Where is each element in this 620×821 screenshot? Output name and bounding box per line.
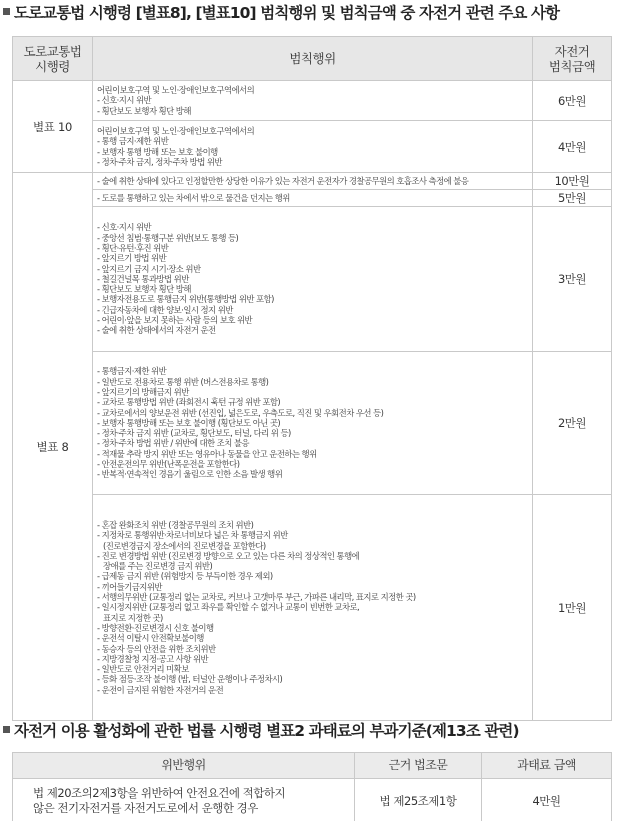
violation-item: - 중앙선 침범·통행구분 위반(보도 통행 등) <box>97 232 239 243</box>
violation-item: - 서행의무위반 (교통정리 없는 교차로, 커브나 고갯마루 부근, 가파른 내리막, 표지로 지정한 곳) <box>97 592 416 603</box>
violation-item: - 반복적·연속적인 경음기 울림으로 인한 소음 발생 행위 <box>97 469 283 480</box>
violation-item: - 횡단보도 보행자 횡단 방해 <box>97 284 191 295</box>
violation-item: - 끼어들기금지위반 <box>97 581 162 592</box>
violation-item: - 횡단보도 보행자 횡단 방해 <box>97 105 191 116</box>
violation-item: - 보행자 통행방해 또는 보호 불이행 (횡단보도 아닌 곳) <box>97 417 281 428</box>
table-row <box>13 121 612 173</box>
violation-item: - 방향전환·진로변경시 신호 불이행 <box>97 622 214 633</box>
header-decree: 도로교통법 시행령 <box>13 37 93 81</box>
header-violation: 범칙행위 <box>93 37 533 81</box>
fine-amount: 3만원 <box>533 207 612 352</box>
violation-item: - 신호·지시 위반 <box>97 95 152 106</box>
violation-item: 어린이보호구역 및 노인·장애인보호구역에서의 <box>97 85 255 96</box>
table-row <box>13 352 612 495</box>
header-bicycle-fine: 자전거 범칙금액 <box>533 37 612 81</box>
penalty-table <box>12 36 612 721</box>
violation-item: - 술에 취한 상태에서의 자전거 운전 <box>97 325 216 336</box>
table-row <box>13 779 612 821</box>
violation-item: - 일시정지위반 (교통정리 없고 좌우를 확인할 수 없거나 교통이 빈번한 교차로, <box>97 602 360 613</box>
penalty-table-header <box>13 37 612 81</box>
violation-list <box>93 352 533 495</box>
violation-item: - 정차·주차 금지, 정차·주차 방법 위반 <box>97 156 222 167</box>
violation-item: - 철길건널목 통과방법 위반 <box>97 273 189 284</box>
square-bullet-icon <box>3 8 10 15</box>
violation-list <box>93 190 533 207</box>
violation-item: - 교차로 통행방법 위반 (좌회전시 훅턴 규정 위반 포함) <box>97 397 281 408</box>
fine-amount: 6만원 <box>533 81 612 121</box>
violation-item: 장애를 주는 진로변경 금지 위반) <box>103 561 213 572</box>
fine-table-header <box>13 753 612 779</box>
fine-amount: 2만원 <box>533 352 612 495</box>
violation-item: 어린이보호구역 및 노인·장애인보호구역에서의 <box>97 125 255 136</box>
violation-item: - 일반도로 안전거리 미확보 <box>97 664 189 675</box>
violation-item: - 앞지르기 금지 시기·장소 위반 <box>97 263 201 274</box>
table-row <box>13 207 612 352</box>
violation-item: - 도로를 통행하고 있는 차에서 밖으로 물건을 던지는 행위 <box>97 192 290 203</box>
section-title-fines: 자전거 이용 활성화에 관한 법률 시행령 별표2 과태료의 부과기준(제13조 관련) <box>3 721 519 741</box>
fine-amount: 4만원 <box>533 121 612 173</box>
fine-amount: 1만원 <box>533 495 612 721</box>
violation-item: - 급제동 금지 위반 (위험방지 등 부득이한 경우 제외) <box>97 571 273 582</box>
violation-item: - 지방경찰청 지정·공고 사항 위반 <box>97 653 209 664</box>
violation-item: - 보행자 통행 방해 또는 보호 불이행 <box>97 146 218 157</box>
header-legal-basis: 근거 법조문 <box>355 753 482 779</box>
violation-item: - 등화 점등·조작 불이행 (밤, 터널안 운행이나 주정차시) <box>97 674 283 685</box>
fine-amount: 10만원 <box>533 173 612 190</box>
violation-item: - 적재물 추락 방지 위반 또는 영유아나 동물을 안고 운전하는 행위 <box>97 448 317 459</box>
violation-list <box>93 495 533 721</box>
violation-item: (진로변경금지 장소에서의 진로변경을 포함한다) <box>103 540 266 551</box>
legal-basis: 법 제25조제1항 <box>355 779 482 821</box>
violation-item: - 안전운전의무 위반(난폭운전을 포함한다) <box>97 459 240 470</box>
violation-item: - 정차·주차 방법 위반 / 위반에 대한 조치 불응 <box>97 438 249 449</box>
table-row <box>13 495 612 721</box>
violation-item: - 운전석 이탈시 안전확보불이행 <box>97 633 204 644</box>
violation-item: - 술에 취한 상태에 있다고 인정할만한 상당한 이유가 있는 자전거 운전자가 경찰공무원의 호흡조사 측정에 불응 <box>97 175 469 186</box>
violation-item: - 앞지르기 방법 위반 <box>97 253 167 264</box>
header-fine-amount: 과태료 금액 <box>482 753 612 779</box>
violation-list <box>93 121 533 173</box>
violation-item: - 혼잡 완화조치 위반 (경찰공무원의 조치 위반) <box>97 519 254 530</box>
header-violation-act: 위반행위 <box>13 753 355 779</box>
square-bullet-icon <box>3 726 10 733</box>
table-row <box>13 81 612 121</box>
fine-amount: 5만원 <box>533 190 612 207</box>
category-annex-8: 별표 8 <box>13 173 93 721</box>
table-row <box>13 190 612 207</box>
violation-list <box>93 207 533 352</box>
violation-item: - 정차·주차 금지 위반 (교차로, 횡단보도, 터널, 다리 위 등) <box>97 428 291 439</box>
category-annex-10: 별표 10 <box>13 81 93 173</box>
violation-list <box>93 173 533 190</box>
violation-item: - 긴급자동차에 대한 양보·일시 정지 위반 <box>97 304 233 315</box>
violation-item: - 동승자 등의 안전을 위한 조치위반 <box>97 643 216 654</box>
violation-description: 법 제20조의2제3항을 위반하여 안전요건에 적합하지 않은 전기자전거를 자전거도로에서 운행한 경우 <box>13 779 355 821</box>
violation-item: - 진로 변경방법 위반 (진로변경 방향으로 오고 있는 다른 차의 정상적인 통행에 <box>97 550 360 561</box>
violation-item: - 신호·지시 위반 <box>97 222 152 233</box>
violation-list <box>93 81 533 121</box>
violation-item: - 통행 금지·제한 위반 <box>97 136 169 147</box>
violation-item: - 보행자전용도로 통행금지 위반(통행방법 위반 포함) <box>97 294 274 305</box>
fine-table <box>12 752 612 821</box>
violation-item: - 운전이 금지된 위험한 자전거의 운전 <box>97 684 224 695</box>
violation-item: - 어린이·앞을 보지 못하는 사람 등의 보호 위반 <box>97 315 253 326</box>
fine-amount: 4만원 <box>482 779 612 821</box>
violation-item: - 앞지르기의 방해금지 위반 <box>97 386 189 397</box>
violation-item: - 횡단·유턴·후진 위반 <box>97 242 169 253</box>
violation-item: - 지정차로 통행위반·차로너비보다 넓은 차 통행금지 위반 <box>97 530 288 541</box>
violation-item: 표지로 지정한 곳) <box>103 612 163 623</box>
section-title-penalties: 도로교통법 시행령 [별표8], [별표10] 범칙행위 및 범칙금액 중 자전거 관련 주요 사항 <box>3 3 559 23</box>
violation-item: - 통행금지·제한 위반 <box>97 366 167 377</box>
violation-item: - 일반도로 전용차로 통행 위반 (버스전용차로 통행) <box>97 376 269 387</box>
table-row <box>13 173 612 190</box>
violation-item: - 교차로에서의 양보운전 위반 (선진입, 넓은도로, 우측도로, 직진 및 우회전차 우선 등) <box>97 407 384 418</box>
